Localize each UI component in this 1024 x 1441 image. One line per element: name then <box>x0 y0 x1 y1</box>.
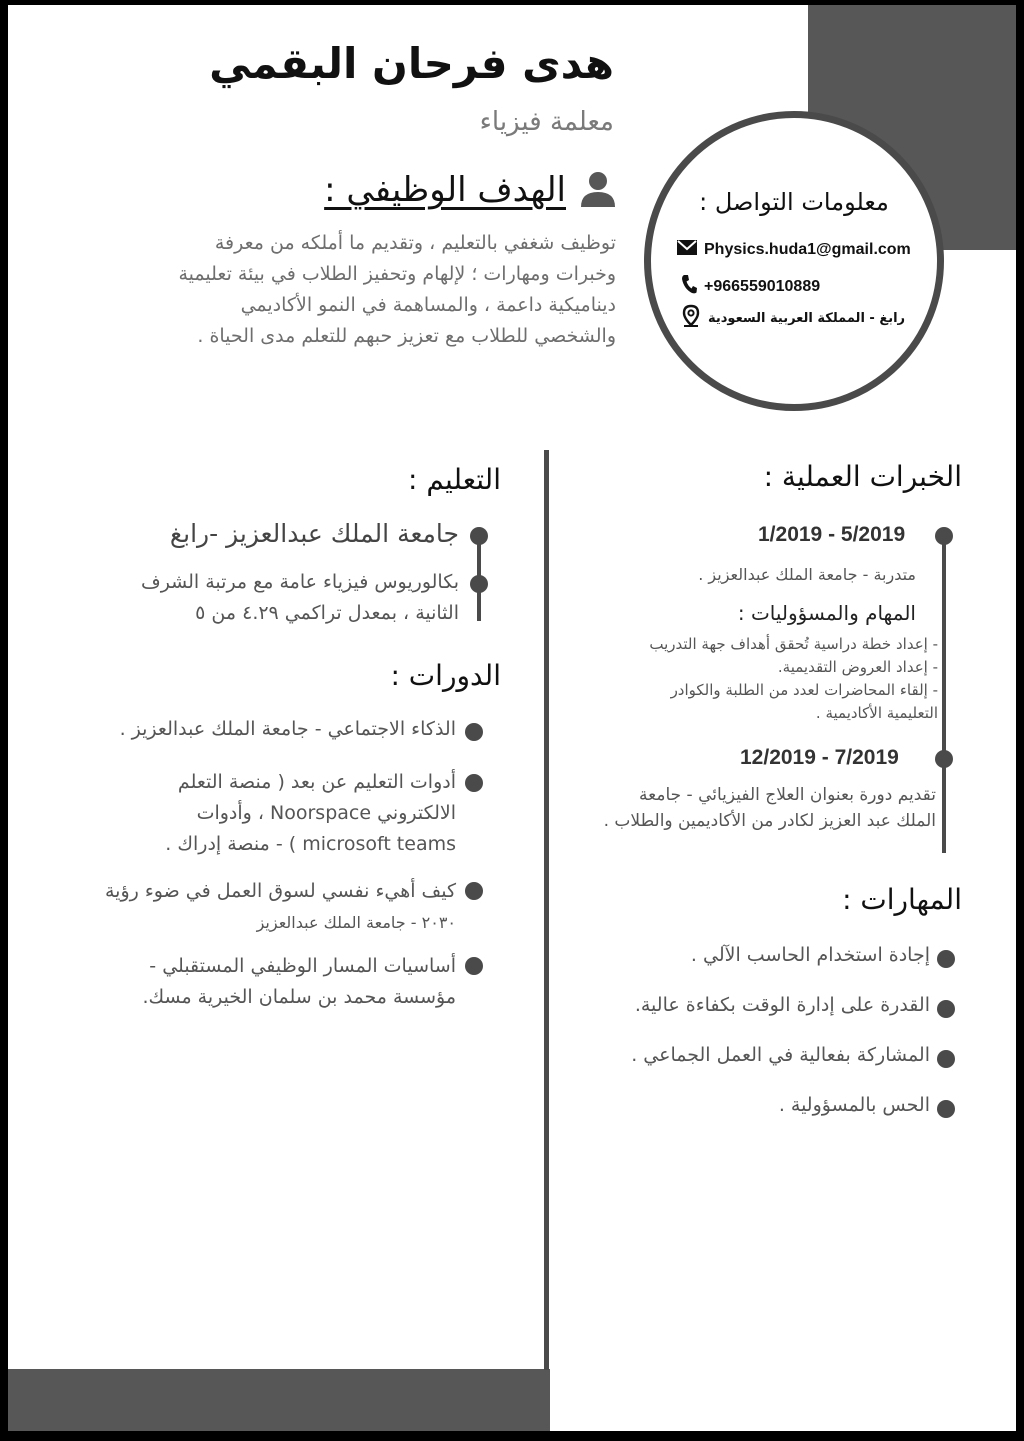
degree-line: بكالوريوس فيزياء عامة مع مرتبة الشرف <box>141 571 459 593</box>
course-line: ٢٠٣٠ - جامعة الملك عبدالعزيز <box>256 913 456 932</box>
experience-heading: الخبرات العملية : <box>763 460 962 493</box>
course-item <box>142 951 456 1013</box>
job-title: معلمة فيزياء <box>479 107 614 137</box>
bullet-dot <box>465 723 483 741</box>
task-item: - إعداد العروض التقديمية. <box>777 658 938 676</box>
skill-item: المشاركة بفعالية في العمل الجماعي . <box>631 1044 930 1066</box>
experience-role: متدربة - جامعة الملك عبدالعزيز . <box>698 565 916 584</box>
description-line: تقديم دورة بعنوان العلاج الفيزيائي - جامعة <box>639 785 936 805</box>
email-address[interactable]: Physics.huda1@gmail.com <box>704 241 911 258</box>
bullet-dot <box>465 774 483 792</box>
timeline-dot <box>470 527 488 545</box>
resume-page <box>8 5 1016 1431</box>
course-line: كيف أهيء نفسي لسوق العمل في ضوء رؤية <box>104 880 456 902</box>
course-line: الذكاء الاجتماعي - جامعة الملك عبدالعزيز . <box>119 718 456 740</box>
location-pin-icon <box>681 304 701 332</box>
tasks-list <box>649 633 938 725</box>
contact-location <box>681 304 905 332</box>
course-item <box>105 876 456 938</box>
decorative-corner-bottom <box>8 1369 550 1431</box>
task-item: - إعداد خطة دراسية تُحقق أهداف جهة التدريب <box>649 635 938 653</box>
experience-date: 12/2019 - 7/2019 <box>740 746 899 769</box>
person-name: هدى فرحان البقمي <box>209 39 614 88</box>
experience-date: 1/2019 - 5/2019 <box>758 523 906 546</box>
timeline-dot <box>935 750 953 768</box>
location-text: رابغ - المملكة العربية السعودية <box>708 310 906 326</box>
objective-heading: الهدف الوظيفي : <box>324 170 566 210</box>
objective-text <box>76 228 616 352</box>
user-icon <box>579 170 617 212</box>
timeline-dot <box>470 575 488 593</box>
timeline-dot <box>935 527 953 545</box>
task-item: - إلقاء المحاضرات لعدد من الطلبة والكوادر <box>670 681 938 699</box>
bullet-dot <box>937 1050 955 1068</box>
skill-item: الحس بالمسؤولية . <box>778 1094 930 1116</box>
course-line: أدوات التعليم عن بعد ( منصة التعلم <box>177 771 456 793</box>
education-heading: التعليم : <box>408 463 501 496</box>
bullet-dot <box>465 882 483 900</box>
column-divider <box>544 450 549 1370</box>
course-item <box>120 714 456 745</box>
contact-phone <box>681 274 820 299</box>
skill-item: إجادة استخدام الحاسب الآلي . <box>690 944 930 966</box>
objective-line: توظيف شغفي بالتعليم ، وتقديم ما أملكه من معرفة <box>214 232 616 254</box>
experience-description <box>604 782 936 834</box>
bullet-dot <box>937 950 955 968</box>
course-line: الالكتروني Noorspace ، وأدوات <box>196 802 456 824</box>
degree-info <box>141 567 459 629</box>
description-line: الملك عبد العزيز لكادر من الأكاديمين والطلاب . <box>603 811 936 831</box>
bullet-dot <box>465 957 483 975</box>
task-item: التعليمية الأكاديمية . <box>815 704 938 722</box>
envelope-icon <box>677 240 697 260</box>
bullet-dot <box>937 1000 955 1018</box>
phone-icon <box>681 274 697 299</box>
objective-line: وخبرات ومهارات ؛ لإلهام وتحفيز الطلاب في بيئة تعليمية <box>178 263 616 285</box>
courses-heading: الدورات : <box>390 659 501 692</box>
university-name: جامعة الملك عبدالعزيز -رابغ <box>169 519 459 548</box>
phone-number[interactable]: +966559010889 <box>704 277 821 295</box>
contact-email <box>677 240 911 260</box>
contact-heading: معلومات التواصل : <box>699 188 889 216</box>
skill-item: القدرة على إدارة الوقت بكفاءة عالية. <box>634 994 930 1016</box>
objective-line: ديناميكية داعمة ، والمساهمة في النمو الأكاديمي <box>240 294 616 316</box>
course-line: مؤسسة محمد بن سلمان الخيرية مسك. <box>142 986 456 1008</box>
contact-card <box>644 111 944 411</box>
skills-heading: المهارات : <box>842 883 962 916</box>
course-item <box>165 767 456 860</box>
course-line: أساسيات المسار الوظيفي المستقبلي - <box>149 955 456 977</box>
course-line: microsoft teams ) - منصة إدراك . <box>165 833 456 855</box>
degree-line: الثانية ، بمعدل تراكمي ٤.٢٩ من ٥ <box>195 602 459 624</box>
experience-timeline <box>942 535 946 853</box>
tasks-heading: المهام والمسؤوليات : <box>737 601 916 625</box>
objective-line: والشخصي للطلاب مع تعزيز حبهم للتعلم مدى الحياة . <box>197 325 616 347</box>
bullet-dot <box>937 1100 955 1118</box>
